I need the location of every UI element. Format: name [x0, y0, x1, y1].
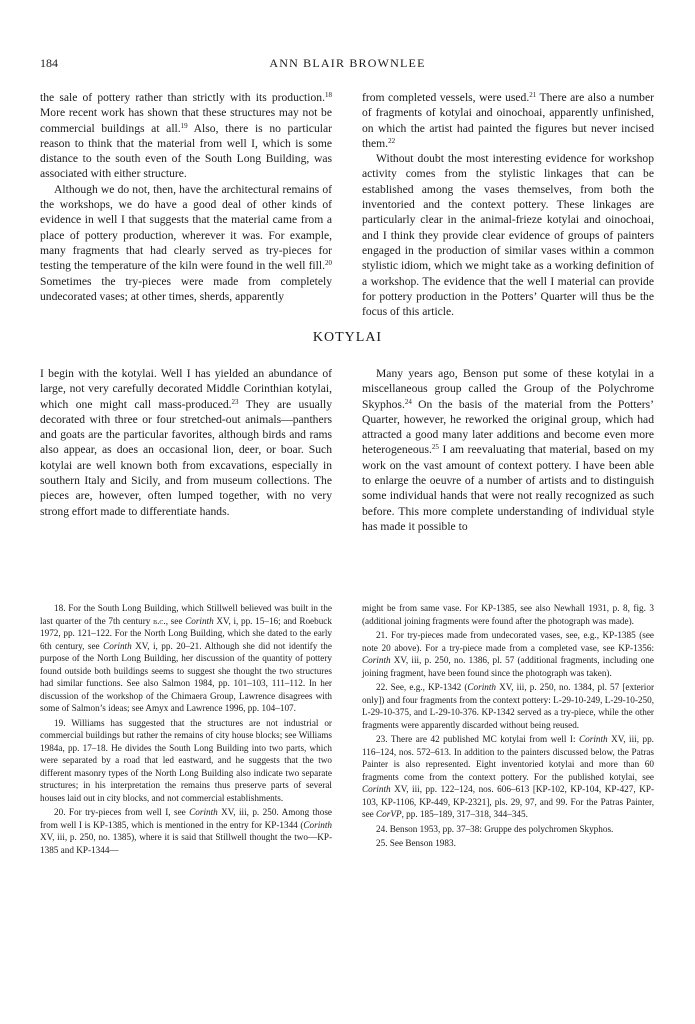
- body-column-left: [40, 90, 332, 304]
- footnote: 22. See, e.g., KP-1342 (Corinth XV, iii, p. 250, no. 1384, pl. 57 [exterior only]) and four fragments from the context pottery: L-29-10-249, L-29-10-250, L-29-10-375, and L-29-10-376. KP-1342 served as a try-piece, while the other fragments were apparently discarded without being reused.: [362, 682, 654, 730]
- page-header: [40, 56, 655, 74]
- footnote: 24. Benson 1953, pp. 37–38: Gruppe des polychromen Skyphos.: [376, 823, 614, 834]
- page-number: 184: [40, 56, 58, 70]
- footnote: 20. For try-pieces from well I, see Corinth XV, iii, p. 250. Among those from well I is KP-1385, which is mentioned in the entry for KP-1344 (Corinth XV, iii, p. 250, no. 1385), where it is said that Stillwell thought the two—KP-1385 and KP-1344—: [40, 807, 332, 855]
- section-heading: KOTYLAI: [312, 330, 383, 345]
- footnote-continuation: might be from same vase. For KP-1385, see also Newhall 1931, p. 8, fig. 3 (additional joining fragments were found after the photograph was made).: [362, 603, 654, 626]
- body-paragraph: Without doubt the most interesting evidence for workshop activity comes from the stylistic linkages that can be established among the vases themselves, from both the inventoried and the context pottery. These linkages are particularly clear in the animal-frieze kotylai and oinochoai, and I think they provide clear evidence of groups of painters engaged in the production of similar vases within a common stylistic idiom, which we might take as a working definition of a workshop. The evidence that the well I material can provide for pottery production in the Potters’ Quarter will thus be the focus of this article.: [362, 152, 654, 319]
- body-paragraph: the sale of pottery rather than strictly with its production.$^{18}$ More recent work has shown that these structures may not be commercial buildings at all.$^{19}$ Also, there is no particular reason to think that the material from well I, which is some distance to the south even of the South Long Building, was associated with either structure.: [40, 91, 332, 181]
- footnote: 19. Williams has suggested that the structures are not industrial or commercial buildings but rather the remains of city house blocks; see Williams 1984a, pp. 17–18. He divides the South Long Building into two parts, which were separated by a road that led eastward, and he suggests that the two different masonry types of the North Long Building also indicate two separate structures; in his interpretation the remains thus preserve parts of several houses laid out in city blocks, and not commercial establishments.: [40, 717, 332, 803]
- footnote: 23. There are 42 published MC kotylai from well I: Corinth XV, iii, pp. 116–124, nos. 572–613. In addition to the painters discussed below, the Patras Painter is also represented. Eight inventoried kotylai and more than 60 fragments come from the context pottery. For the published kotylai, see Corinth XV, iii, pp. 122–124, nos. 606–613 [KP-102, KP-104, KP-427, KP-103, KP-1106, KP-449, KP-2321], pls. 29, 97, and 99. For the Patras Painter, see CorVP, pp. 185–189, 317–318, 344–345.: [362, 734, 654, 819]
- body-column-right: [362, 90, 654, 319]
- footnote: 18. For the South Long Building, which Stillwell believed was built in the last quarter of the 7th century b.c., see Corinth XV, i, pp. 15–16; and Roebuck 1972, pp. 121–122. For the North Long Building, which she dated to the early 6th century, see Corinth XV, i, pp. 20–21. Although she did not identify the purpose of the North Long Building, her discussion of the quantity of pottery found outside both buildings seems to suggest she thought the two structures had similar functions. See also Salmon 1984, pp. 101–103, 111–112. In her discussion of the workshop of the Chimaera Group, Lawrence disagrees with some of Salmon’s ideas; see Amyx and Lawrence 1996, pp. 104–107.: [40, 603, 332, 713]
- section-column-left: [40, 366, 332, 519]
- footnotes-right: [362, 602, 654, 850]
- footnote: 25. See Benson 1983.: [376, 838, 456, 848]
- body-paragraph: I begin with the kotylai. Well I has yielded an abundance of large, not very carefully decorated Middle Corinthian kotylai, which one might call mass-produced.$^{23}$ They are usually decorated with three or four stretched-out animals—panthers and goats are the particular favorites, although birds and rams also appear, as does an occasional lion, deer, or boar. Such kotylai are well known both from excavations, especially in southern Italy and Sicily, and from museum collections. The pieces are, however, often lumped together, with no very strong effort made to differentiate hands.: [40, 367, 332, 518]
- footnote: 21. For try-pieces made from undecorated vases, see, e.g., KP-1385 (see note 20 above). For a try-piece made from a completed vase, see KP-1356: Corinth XV, iii, p. 250, no. 1386, pl. 57 (additional fragments, including one joining fragment, have been found since the photograph was taken).: [362, 630, 654, 678]
- running-head: ANN BLAIR BROWNLEE: [269, 56, 426, 70]
- body-paragraph: Although we do not, then, have the architectural remains of the workshops, we do have a good deal of other kinds of evidence in well I that suggests that the material came from a place of pottery production, wherever it was. For example, many fragments that had clearly served as try-pieces for testing the temperature of the kiln were found in the well fill.$^{20}$ Sometimes the try-pieces were made from completely undecorated vases; at other times, sherds, apparently: [40, 182, 332, 303]
- section-column-right: [362, 366, 654, 534]
- footnotes-left: [40, 602, 332, 856]
- body-paragraph: from completed vessels, were used.$^{21}$ There are also a number of fragments of kotylai and oinochoai, apparently unfinished, on which the artist had painted the figures but never incised them.$^{22}$: [362, 91, 654, 150]
- body-paragraph: Many years ago, Benson put some of these kotylai in a miscellaneous group called the Group of the Polychrome Skyphos.$^{24}$ On the basis of the material from the Potters’ Quarter, however, he reworked the original group, which had attracted a good many later additions and become even more heterogeneous.$^{25}$ I am reevaluating that material, based on my work on the vast amount of context pottery. I have been able to enlarge the oeuvre of a number of artists and to distinguish some individual hands that were not really recognized as such before. This more complete understanding of individual style has made it possible to: [362, 367, 654, 533]
